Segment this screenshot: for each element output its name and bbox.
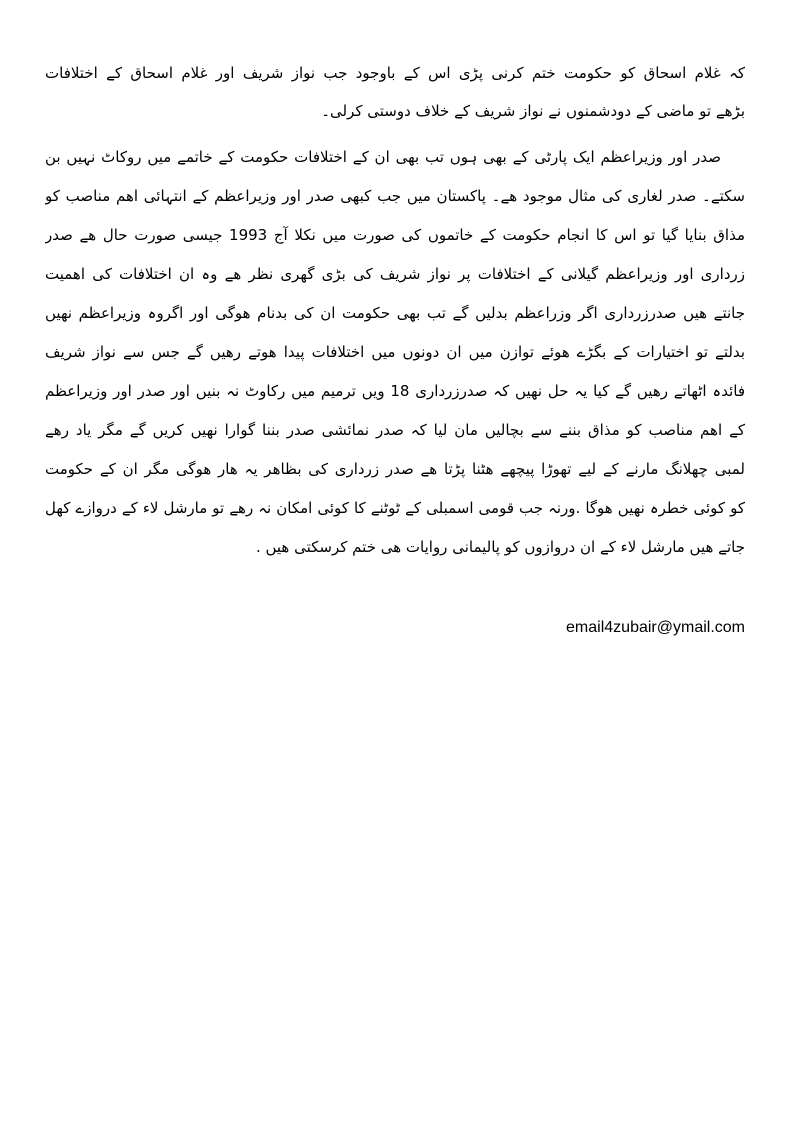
paragraph-line-11: لمبی چھلانگ مارنے کے لیے تھوڑا پیچھے ھٹنا پڑتا ھے صدر زرداری کی بظاھر یہ ھار ھوگی مگر ان کے حکومت xyxy=(45,460,745,478)
paragraph-line-2: بڑھے تو ماضی کے دودشمنوں نے نواز شریف کے خلاف دوستی کرلی۔ xyxy=(321,102,745,120)
paragraph-line-10: کے اھم مناصب کو مذاق بننے سے بچالیں مان لیا کہ صدر نمائشی صدر بننا گوارا نھیں کریں گے مگر یاد رھے xyxy=(45,421,745,439)
paragraph-line-8: بدلتے تو اختیارات کے بگڑے ھوئے توازن میں ان دونوں میں اختلافات پیدا ھوتے رھیں گے جس سے نواز شریف xyxy=(45,343,745,361)
paragraph-line-13: جاتے ھیں مارشل لاء کے ان دروازوں کو پالیمانی روایات ھی ختم کرسکتی ھیں . xyxy=(255,538,745,556)
paragraph-line-9: فائدہ اٹھاتے رھیں گے کیا یہ حل نھیں کہ صدرزرداری 18 ویں ترمیم میں رکاوٹ نہ بنیں اور صدر اور وزیراعظم xyxy=(45,382,745,400)
paragraph-line-7: جانتے ھیں صدرزرداری اگر وزراعظم بدلیں گے تب بھی حکومت ان کی بدنام ھوگی اور اگروہ وزیراعظم نھیں xyxy=(45,304,745,322)
paragraph-line-5: مذاق بنایا گیا تو اس کا انجام حکومت کے خاتموں کی صورت میں نکلا آج 1993 جیسی صورت حال ھے صدر xyxy=(45,226,745,244)
paragraph-line-12: کو کوئی خطرہ نھیں ھوگا .ورنہ جب قومی اسمبلی کے ٹوٹنے کا کوئی امکان نہ رھے تو مارشل لاء کے دروازے کھل xyxy=(45,499,745,517)
author-email: email4zubair@ymail.com xyxy=(566,619,745,636)
paragraph-line-1: کہ غلام اسحاق کو حکومت ختم کرنی پڑی اس کے باوجود جب نواز شریف اور غلام اسحاق کے اختلافات xyxy=(45,64,745,82)
paragraph-line-4: سکتے۔ صدر لغاری کی مثال موجود ھے۔ پاکستان میں جب کبھی صدر اور وزیراعظم کے انتہائی اھم مناصب کو xyxy=(45,187,745,205)
paragraph-line-3: صدر اور وزیراعظم ایک پارٹی کے بھی ہوں تب بھی ان کے اختلافات حکومت کے خاتمے میں روکاٹ نہیں بن xyxy=(45,148,721,166)
paragraph-line-6: زرداری اور وزیراعظم گیلانی کے اختلافات پر نواز شریف کی بڑی گھری نظر ھے وہ ان اختلافات کی اھمیت xyxy=(45,265,745,283)
